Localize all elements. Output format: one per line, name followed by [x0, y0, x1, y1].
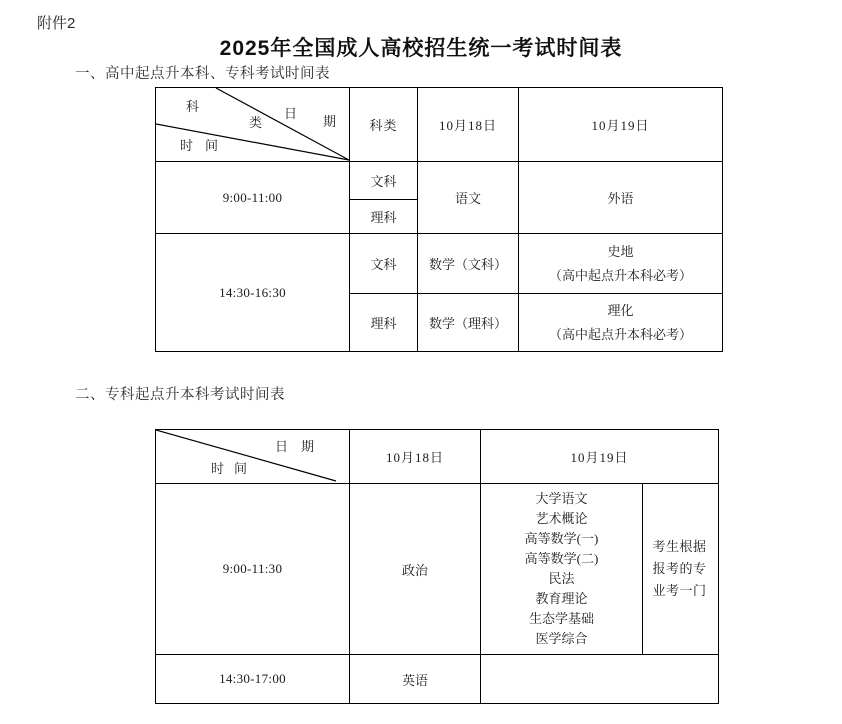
subject-cell-chinese: 语文: [418, 162, 519, 234]
time-cell-afternoon-2: 14:30-17:00: [156, 655, 350, 704]
corner-header-content: [156, 88, 349, 161]
subject-item: 民法: [548, 571, 575, 586]
page-title: 2025年全国成人高校招生统一考试时间表: [219, 37, 623, 60]
section-2-heading: 二、专科起点升本科考试时间表: [75, 387, 285, 403]
empty-cell: [481, 655, 719, 704]
header-cell-oct19-2: 10月19日: [481, 430, 719, 484]
subject-item: 生态学基础: [528, 611, 594, 626]
subject-cell-history-geography: [519, 234, 723, 294]
header-cell-category: 科类: [350, 88, 418, 162]
category-cell-science-2: 理科: [350, 294, 418, 352]
corner-date-char-2: 期: [323, 114, 337, 129]
category-cell-arts: 文科: [350, 162, 418, 200]
subject-cell-physics-chemistry: [519, 294, 723, 352]
note-text: 考生根据报考的专业考一门: [652, 539, 707, 598]
time-cell-morning-2: 9:00-11:30: [156, 484, 350, 655]
corner-category-char-1: 科: [186, 99, 200, 114]
subject-note: （高中起点升本科必考）: [548, 326, 692, 342]
corner-date-label: 日期: [275, 439, 328, 454]
subject-cell-math-science: 数学（理科）: [418, 294, 519, 352]
subject-item: 高等数学(一): [524, 531, 599, 546]
time-cell-morning: 9:00-11:00: [156, 162, 350, 234]
subject-cell-politics: 政治: [350, 484, 481, 655]
corner-header-content-2: [156, 430, 349, 483]
subject-list-cell: [481, 484, 643, 655]
section-1-heading: 一、高中起点升本科、专科考试时间表: [75, 66, 330, 82]
header-cell-oct19: 10月19日: [519, 88, 723, 162]
corner-header-cell-2: [156, 430, 350, 484]
subject-cell-foreign-language: 外语: [519, 162, 723, 234]
table-hs-to-college: [155, 87, 723, 352]
header-cell-oct18-2: 10月18日: [350, 430, 481, 484]
corner-time-label: 时间: [211, 461, 258, 476]
subject-item: 大学语文: [535, 491, 588, 506]
subject-cell-math-arts: 数学（文科）: [418, 234, 519, 294]
corner-category-char-2: 类: [249, 115, 263, 130]
subject-name: 史地: [607, 243, 634, 259]
category-cell-science: 理科: [350, 200, 418, 234]
corner-header-cell: [156, 88, 350, 162]
subject-note: （高中起点升本科必考）: [548, 267, 692, 283]
header-cell-oct18: 10月18日: [418, 88, 519, 162]
table-college-to-bachelor: [155, 429, 719, 704]
corner-time-label: 时间: [180, 138, 231, 153]
subject-item: 教育理论: [535, 591, 588, 606]
corner-date-char-1: 日: [284, 106, 298, 121]
subject-item: 艺术概论: [535, 511, 588, 526]
category-cell-arts-2: 文科: [350, 234, 418, 294]
subject-item: 高等数学(二): [524, 551, 599, 566]
subject-item: 医学综合: [535, 631, 588, 646]
subject-cell-english: 英语: [350, 655, 481, 704]
time-cell-afternoon: 14:30-16:30: [156, 234, 350, 352]
subject-name: 理化: [607, 302, 634, 318]
attachment-label: 附件2: [37, 15, 76, 32]
note-cell: [643, 484, 719, 655]
